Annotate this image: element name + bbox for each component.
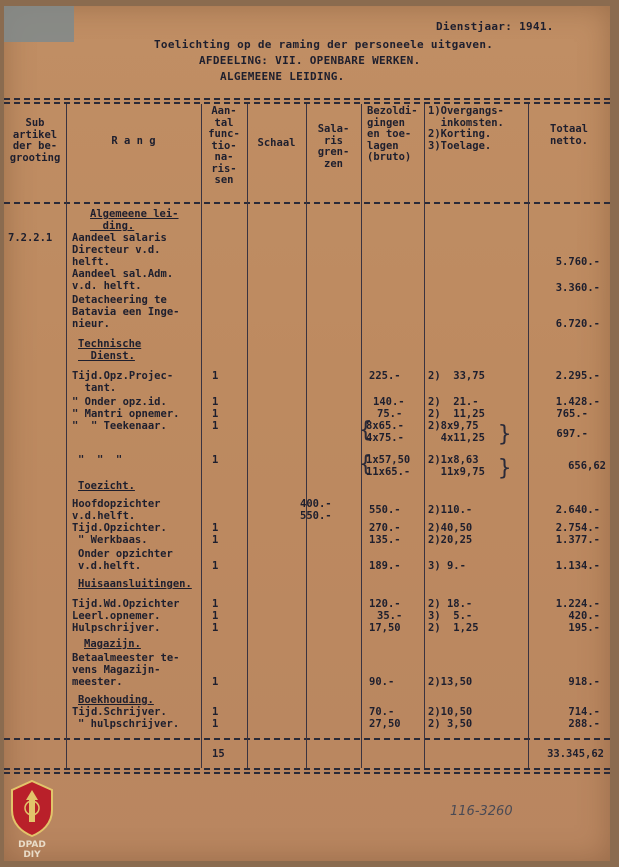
- table-row-rang: Hoofdopzichter v.d.helft.: [72, 498, 161, 522]
- section-heading: Toezicht.: [78, 480, 135, 492]
- table-row-overgang: 2) 1,25: [428, 622, 479, 634]
- table-row-rang: Aandeel salaris Directeur v.d. helft.: [72, 232, 167, 268]
- section-heading: Magazijn.: [84, 638, 141, 650]
- table-top-rule-2: [4, 102, 610, 104]
- table-row-overgang: 2) 18.-: [428, 598, 473, 610]
- service-year: Dienstjaar: 1941.: [436, 20, 554, 33]
- table-row-rang: Tijd.Schrijver.: [72, 706, 167, 718]
- table-row-totaal: 3.360.-: [555, 282, 600, 294]
- total-aantal: 15: [212, 748, 225, 760]
- table-row-totaal: 656,62: [568, 460, 606, 472]
- table-row-aantal: 1: [212, 420, 219, 432]
- section-heading: Boekhouding.: [78, 694, 154, 706]
- table-row-aantal: 1: [212, 622, 219, 634]
- table-row-bezold: 120.-: [369, 598, 401, 610]
- table-row-rang: Detacheering te Batavia een Inge- nieur.: [72, 294, 180, 330]
- tape-strip: [4, 6, 74, 42]
- brace-left: {: [359, 452, 373, 477]
- col-header-overgang: 1)Overgangs- inkomsten. 2)Korting. 3)Toelage.: [428, 105, 504, 152]
- table-row-overgang: 2)20,25: [428, 534, 473, 546]
- col-divider: [247, 104, 248, 768]
- brace-left: {: [359, 418, 373, 443]
- table-row-rang: Aandeel sal.Adm. v.d. helft.: [72, 268, 174, 292]
- table-row-aantal: 1: [212, 706, 219, 718]
- handwritten-number: 116-3260: [450, 804, 513, 819]
- archive-emblem-icon: [8, 778, 56, 838]
- table-row-rang: " " Teekenaar.: [72, 420, 167, 432]
- table-row-bezold: 135.-: [369, 534, 401, 546]
- table-row-aantal: 1: [212, 534, 219, 546]
- table-row-overgang: 2) 33,75: [428, 370, 485, 382]
- table-row-totaal: 1.134.-: [555, 560, 600, 572]
- table-row-totaal: 1.377.-: [555, 534, 600, 546]
- table-row-overgang: 3) 9.-: [428, 560, 466, 572]
- header-bottom-rule: [4, 202, 610, 204]
- table-row-bezold: 70.-: [369, 706, 395, 718]
- table-row-overgang: 2) 21.-: [428, 396, 479, 408]
- table-row-bezold: 35.-: [377, 610, 403, 622]
- table-row-aantal: 1: [212, 610, 219, 622]
- table-bottom-rule-2: [4, 772, 610, 774]
- table-row-rang: " Werkbaas.: [78, 534, 148, 546]
- brace-right: }: [498, 456, 512, 481]
- col-header-aantal: Aan- tal func- tio- na- ris- sen: [208, 105, 240, 186]
- table-row-totaal: 5.760.-: [555, 256, 600, 268]
- table-row-totaal: 6.720.-: [555, 318, 600, 330]
- table-row-rang: Hulpschrijver.: [72, 622, 161, 634]
- table-row-totaal: 714.-: [568, 706, 600, 718]
- table-row-rang: Betaalmeester te- vens Magazijn- meester.: [72, 652, 180, 688]
- table-row-salaris: 400.- 550.-: [300, 498, 332, 522]
- table-row-bezold: 140.-: [373, 396, 405, 408]
- col-divider: [528, 104, 529, 768]
- col-divider: [424, 104, 425, 768]
- table-row-totaal: 2.754.-: [555, 522, 600, 534]
- table-row-totaal: 1.428.-: [555, 396, 600, 408]
- section-heading: Algemeene lei- ding.: [90, 208, 179, 232]
- table-row-totaal: 2.295.-: [555, 370, 600, 382]
- col-header-salaris: Sala- ris gren- zen: [317, 123, 350, 170]
- department-title: AFDEELING: VII. OPENBARE WERKEN.: [199, 54, 421, 67]
- section-heading: Technische Dienst.: [78, 338, 142, 362]
- table-row-totaal: 918.-: [568, 676, 600, 688]
- table-row-bezold: 270.-: [369, 522, 401, 534]
- table-row-totaal: 420.-: [568, 610, 600, 622]
- table-row-aantal: 1: [212, 522, 219, 534]
- total-totaal: 33.345,62: [547, 748, 604, 760]
- table-bottom-rule: [4, 768, 610, 770]
- col-header-schaal: Schaal: [257, 137, 296, 149]
- table-row-aantal: 1: [212, 718, 219, 730]
- table-row-rang: " hulpschrijver.: [78, 718, 180, 730]
- table-row-totaal: 765.-: [556, 408, 588, 420]
- table-row-aantal: 1: [212, 454, 219, 466]
- table-row-totaal: 195.-: [568, 622, 600, 634]
- table-row-bezold: 8x65.- 4x75.-: [366, 420, 404, 444]
- table-row-bezold: 27,50: [369, 718, 401, 730]
- totals-top-rule: [4, 738, 610, 740]
- table-row-bezold: 189.-: [369, 560, 401, 572]
- table-row-aantal: 1: [212, 676, 219, 688]
- table-row-overgang: 2) 11,25: [428, 408, 485, 420]
- col-divider: [306, 104, 307, 768]
- table-row-bezold: 550.-: [369, 504, 401, 516]
- table-row-totaal: 1.224.-: [555, 598, 600, 610]
- table-row-rang: " Mantri opnemer.: [72, 408, 180, 420]
- archive-logo: [8, 778, 56, 860]
- col-header-bezoldigingen: Bezoldi- gingen en toe- lagen (bruto): [367, 105, 418, 163]
- table-row-aantal: 1: [212, 408, 219, 420]
- table-row-bezold: 225.-: [369, 370, 401, 382]
- table-row-totaal: 697.-: [556, 428, 588, 440]
- table-row-overgang: 2)110.-: [428, 504, 473, 516]
- col-header-totaal: Totaal netto.: [550, 123, 588, 147]
- table-row-rang: Onder opzichter v.d.helft.: [78, 548, 173, 572]
- table-row-rang: Tijd.Opz.Projec- tant.: [72, 370, 174, 394]
- section-title: ALGEMEENE LEIDING.: [220, 70, 345, 83]
- table-row-rang: Tijd.Opzichter.: [72, 522, 167, 534]
- table-row-overgang: 3) 5.-: [428, 610, 473, 622]
- table-row-overgang: 2)1x8,63 11x9,75: [428, 454, 485, 478]
- brace-right: }: [498, 422, 512, 447]
- table-row-overgang: 2)8x9,75 4x11,25: [428, 420, 485, 444]
- table-row-overgang: 2)40,50: [428, 522, 473, 534]
- row-sub-number: 7.2.2.1: [8, 232, 53, 244]
- table-row-bezold: 90.-: [369, 676, 395, 688]
- document-title: Toelichting op de raming der personeele uitgaven.: [154, 38, 494, 51]
- table-row-totaal: 288.-: [568, 718, 600, 730]
- table-row-overgang: 2)10,50: [428, 706, 473, 718]
- col-divider: [201, 104, 202, 768]
- table-top-rule: [4, 98, 610, 100]
- table-row-rang: " Onder opz.id.: [72, 396, 167, 408]
- col-divider: [66, 104, 67, 768]
- section-heading: Huisaansluitingen.: [78, 578, 192, 590]
- table-row-aantal: 1: [212, 396, 219, 408]
- table-row-overgang: 2)13,50: [428, 676, 473, 688]
- document-page: [4, 6, 610, 861]
- table-row-overgang: 2) 3,50: [428, 718, 473, 730]
- table-row-rang: Leerl.opnemer.: [72, 610, 161, 622]
- table-row-aantal: 1: [212, 370, 219, 382]
- col-header-sub: Sub artikel der be- grooting: [9, 117, 61, 164]
- table-row-aantal: 1: [212, 598, 219, 610]
- table-row-rang: Tijd.Wd.Opzichter: [72, 598, 180, 610]
- table-row-bezold: 17,50: [369, 622, 401, 634]
- col-header-rang: R a n g: [111, 135, 156, 147]
- table-row-bezold: 1x57,50 11x65.-: [366, 454, 411, 478]
- archive-logo-text: DPAD DIY: [18, 840, 46, 860]
- table-row-bezold: 75.-: [377, 408, 403, 420]
- table-row-rang: " " ": [78, 454, 123, 466]
- table-row-aantal: 1: [212, 560, 219, 572]
- table-row-totaal: 2.640.-: [555, 504, 600, 516]
